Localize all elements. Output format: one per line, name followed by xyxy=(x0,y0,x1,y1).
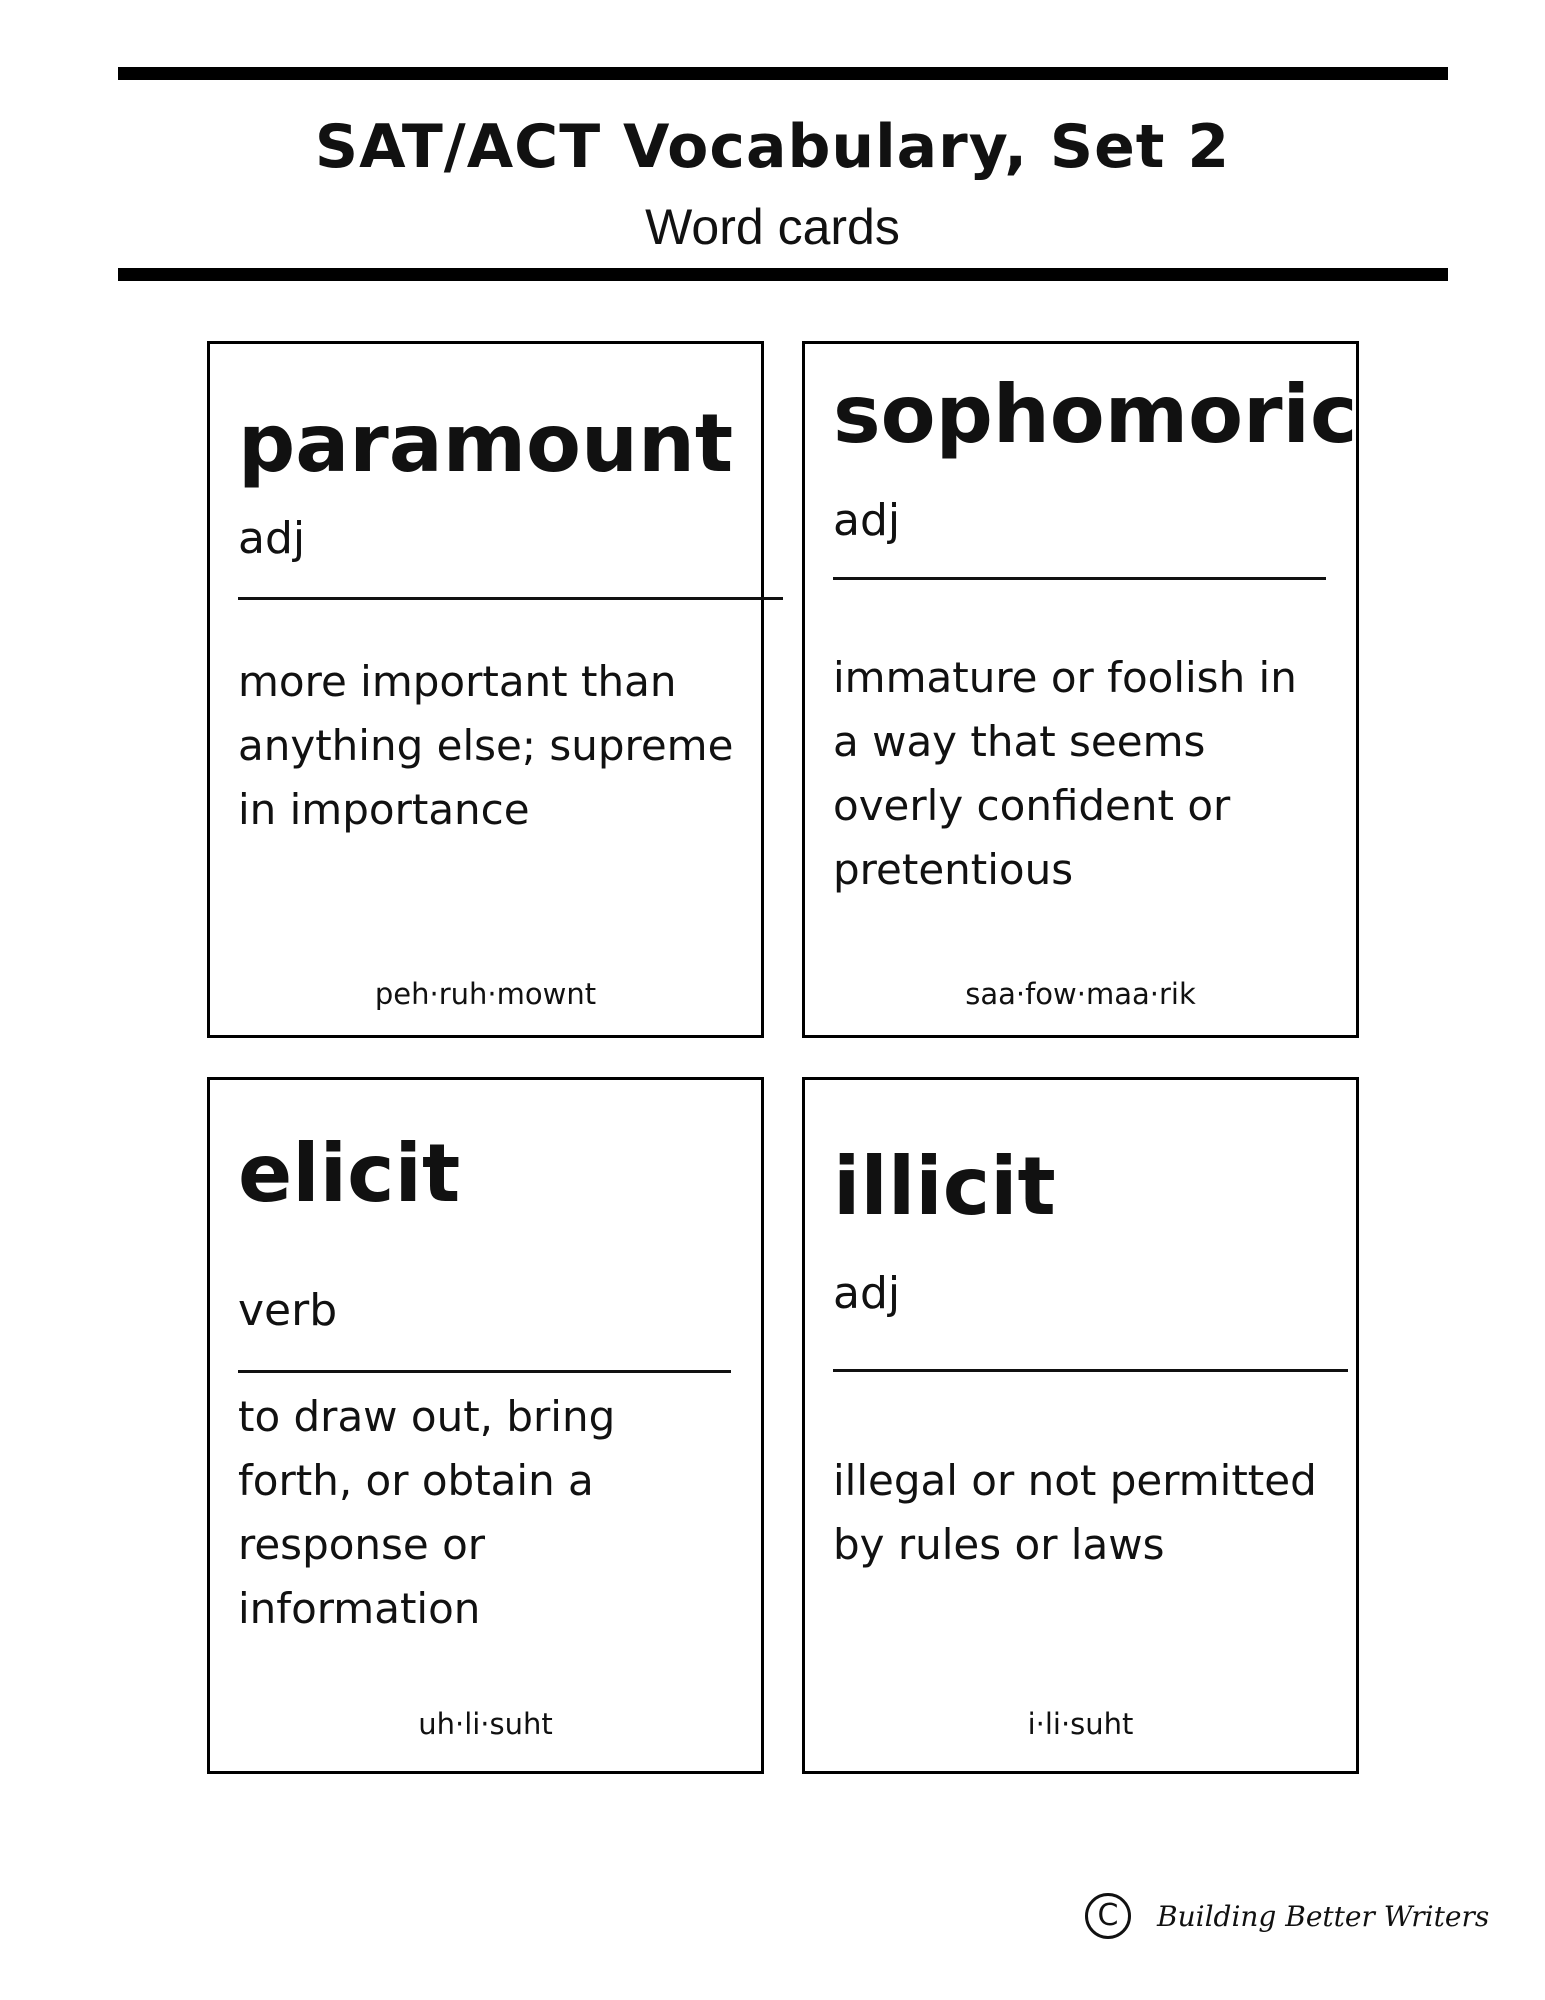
card-part-of-speech: adj xyxy=(833,495,901,546)
card-definition: illegal or not permitted by rules or laws xyxy=(833,1456,1317,1569)
bottom-rule xyxy=(118,268,1448,281)
word-card-illicit xyxy=(802,1077,1359,1774)
card-divider xyxy=(238,597,783,600)
card-part-of-speech: adj xyxy=(833,1268,901,1319)
card-pronunciation: i·li·suht xyxy=(1027,1707,1134,1741)
card-word: sophomoric xyxy=(833,368,1358,461)
card-word: illicit xyxy=(833,1140,1056,1233)
copyright-icon: C xyxy=(1085,1893,1131,1939)
card-definition: more important than anything else; supreme in importance xyxy=(238,657,734,834)
card-word: elicit xyxy=(238,1127,461,1220)
footer-brand: Building Better Writers xyxy=(1157,1899,1490,1933)
page-subtitle: Word cards xyxy=(645,199,900,255)
copyright-footer xyxy=(1085,1893,1489,1939)
card-part-of-speech: adj xyxy=(238,513,306,564)
card-definition: immature or foolish in a way that seems overly confident or pretentious xyxy=(833,653,1297,894)
card-definition: to draw out, bring forth, or obtain a response or information xyxy=(238,1392,616,1633)
card-pronunciation: saa·fow·maa·rik xyxy=(965,977,1196,1011)
card-word: paramount xyxy=(238,397,734,490)
page-title: SAT/ACT Vocabulary, Set 2 xyxy=(314,112,1231,182)
card-divider xyxy=(833,1369,1348,1372)
card-pronunciation: uh·li·suht xyxy=(418,1707,553,1741)
top-rule xyxy=(118,67,1448,80)
word-card-sophomoric xyxy=(802,341,1359,1038)
card-divider xyxy=(833,577,1326,580)
card-pronunciation: peh·ruh·mownt xyxy=(374,977,597,1011)
card-divider xyxy=(238,1370,731,1373)
word-card-elicit xyxy=(207,1077,764,1774)
card-part-of-speech: verb xyxy=(238,1285,338,1336)
word-card-paramount xyxy=(207,341,764,1038)
